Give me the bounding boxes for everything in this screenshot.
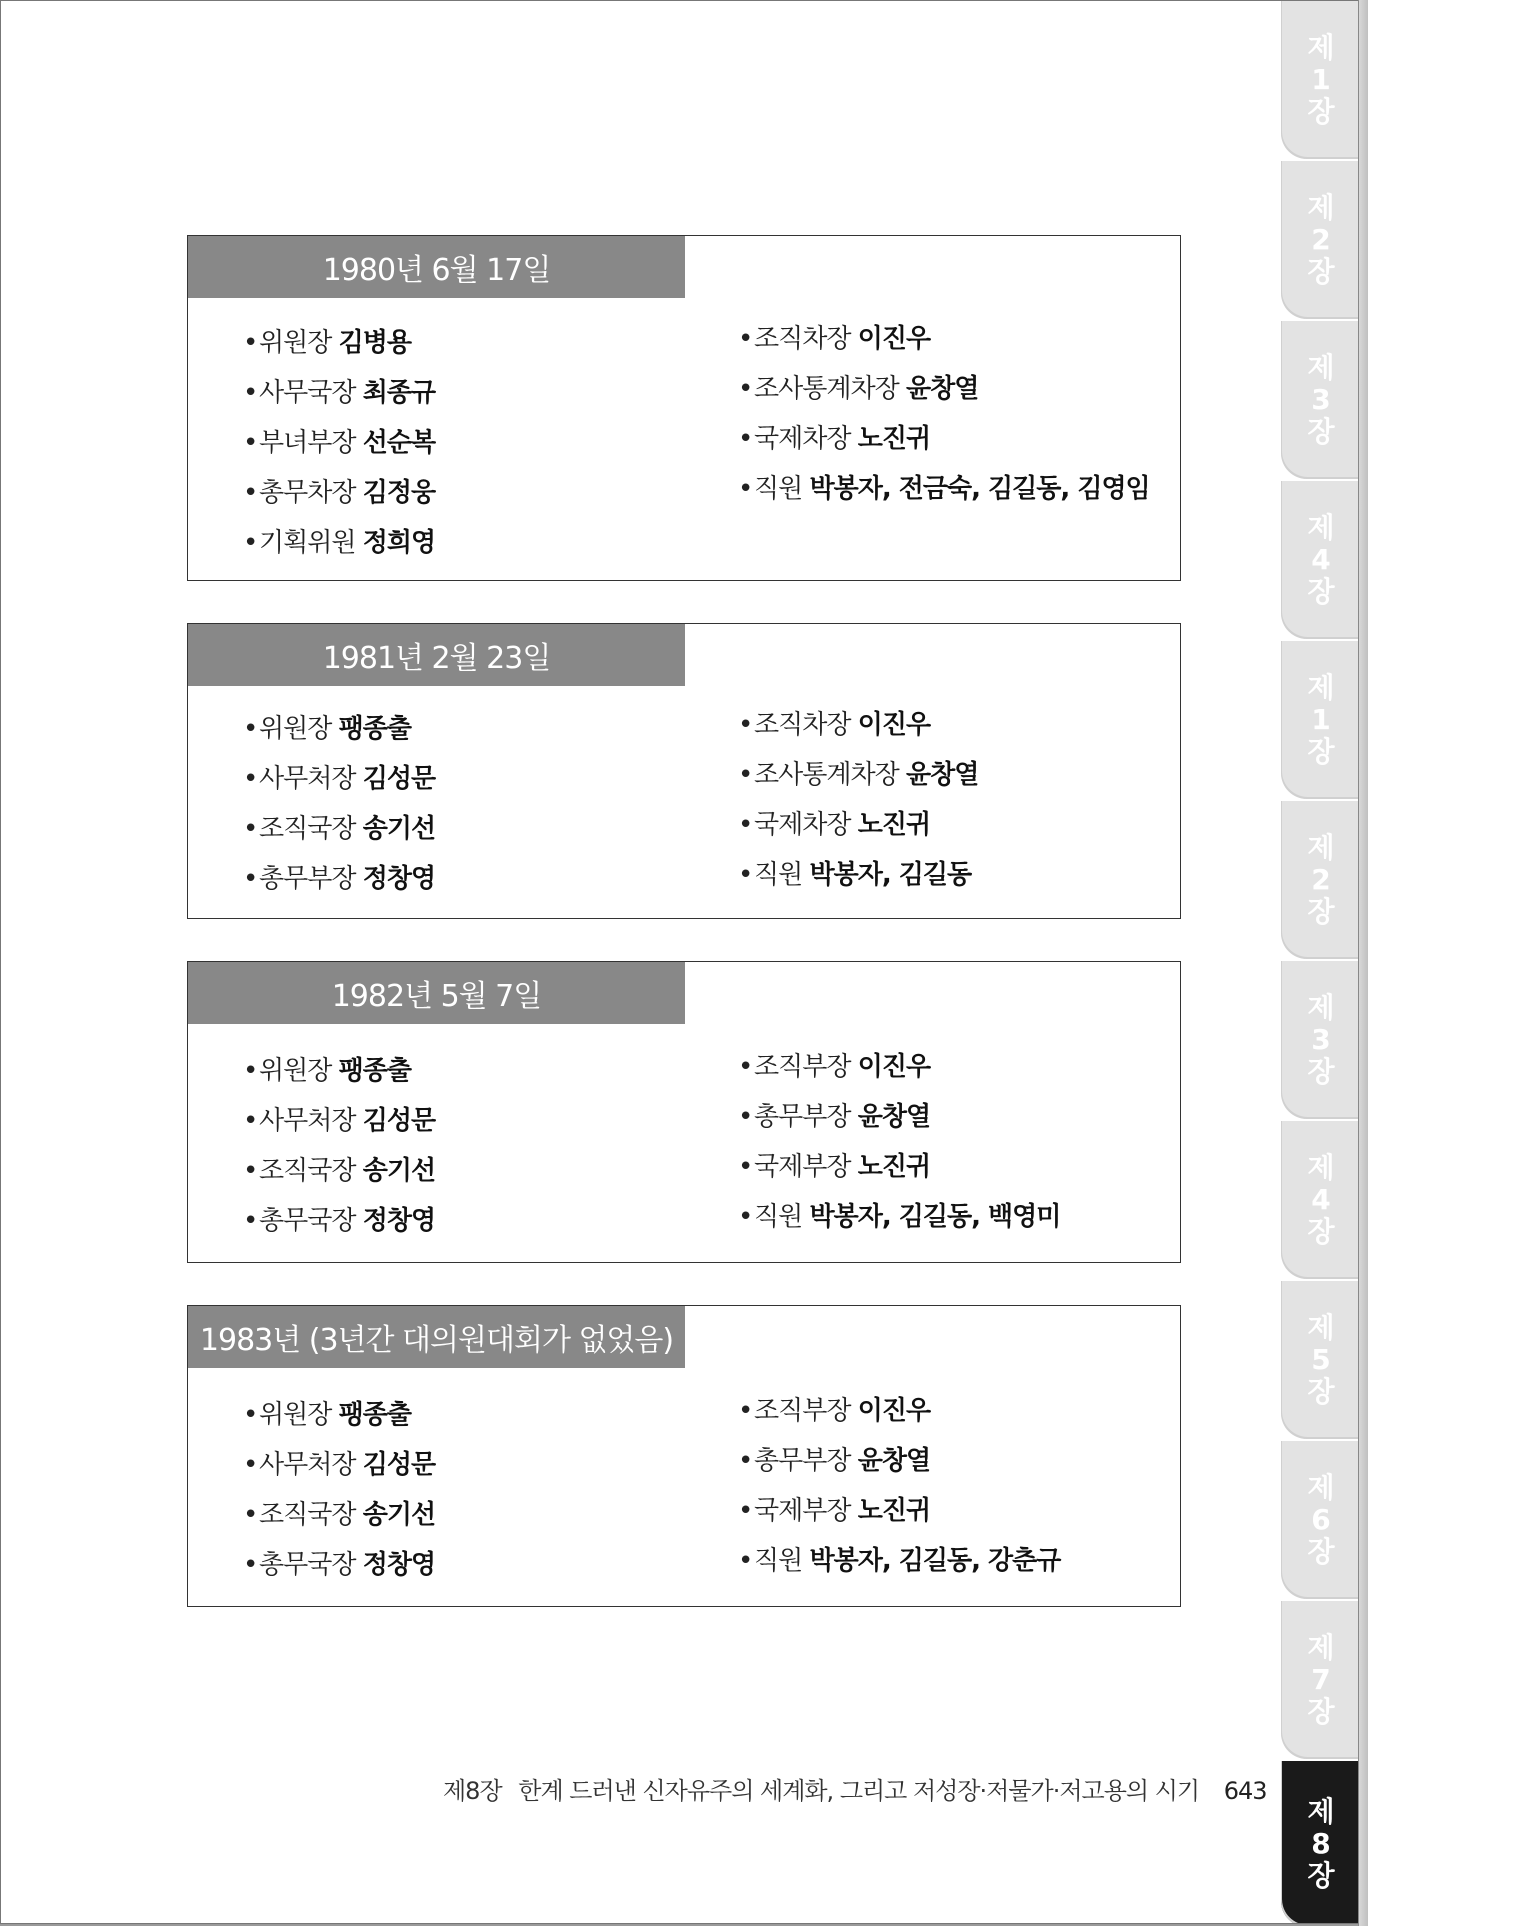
bullet: • <box>243 1550 258 1580</box>
right-column <box>738 1386 1060 1586</box>
chapter-tab[interactable] <box>1281 481 1360 639</box>
left-column <box>243 704 435 904</box>
member-name: 이진우 <box>857 1052 931 1082</box>
member-entry <box>738 1142 1060 1192</box>
role: 위원장 <box>259 1056 332 1086</box>
tab-char: 제 <box>1307 671 1335 704</box>
member-name: 노진귀 <box>857 1152 931 1182</box>
role: 사무국장 <box>259 378 356 408</box>
bullet: • <box>738 860 753 890</box>
member-entry <box>738 464 1150 514</box>
member-name: 정창영 <box>362 1550 436 1580</box>
member-entry <box>243 418 435 468</box>
role: 기획위원 <box>259 528 356 558</box>
bullet: • <box>738 1396 753 1426</box>
left-column <box>243 1390 435 1590</box>
member-entry <box>243 368 435 418</box>
chapter-tab[interactable] <box>1281 641 1360 799</box>
member-entry <box>243 1096 435 1146</box>
role: 직원 <box>754 474 803 504</box>
section-header: 1980년 6월 17일 <box>188 236 685 298</box>
member-entry <box>243 1196 435 1246</box>
member-name: 노진귀 <box>857 1496 931 1526</box>
tab-char: 장 <box>1307 1695 1335 1728</box>
tab-char: 장 <box>1307 895 1335 928</box>
tab-char: 제 <box>1307 1471 1335 1504</box>
member-name: 김성문 <box>362 1450 436 1480</box>
bullet: • <box>243 714 258 744</box>
member-entry <box>738 1486 1060 1536</box>
member-name: 정창영 <box>362 864 436 894</box>
bullet: • <box>243 764 258 794</box>
bullet: • <box>243 428 258 458</box>
member-entry <box>738 1192 1060 1242</box>
section-1982 <box>187 961 1181 1263</box>
member-name: 정창영 <box>362 1206 436 1236</box>
bullet: • <box>243 864 258 894</box>
tab-char: 장 <box>1307 95 1335 128</box>
bullet: • <box>738 1202 753 1232</box>
member-entry <box>738 750 978 800</box>
tab-char: 1 <box>1311 703 1331 736</box>
member-name: 박봉자, 김길동, 강춘규 <box>809 1546 1061 1576</box>
member-entry <box>738 314 1150 364</box>
tab-char: 제 <box>1307 1151 1335 1184</box>
member-entry <box>738 1042 1060 1092</box>
member-name: 최종규 <box>362 378 436 408</box>
member-name: 이진우 <box>857 324 931 354</box>
member-name: 윤창열 <box>857 1446 931 1476</box>
section-header: 1983년 (3년간 대의원대회가 없었음) <box>188 1306 685 1368</box>
tab-char: 2 <box>1311 863 1331 896</box>
right-column <box>738 700 978 900</box>
member-name: 김성문 <box>362 764 436 794</box>
page-number: 643 <box>1223 1777 1267 1805</box>
chapter-tab[interactable] <box>1281 1441 1360 1599</box>
role: 위원장 <box>259 328 332 358</box>
member-name: 윤창열 <box>905 374 979 404</box>
member-name: 박봉자, 전금숙, 김길동, 김영임 <box>809 474 1150 504</box>
member-name: 팽종출 <box>338 1400 411 1430</box>
right-column <box>738 314 1150 514</box>
bullet: • <box>738 1052 753 1082</box>
role: 국제차장 <box>754 810 851 840</box>
tab-char: 장 <box>1307 1535 1335 1568</box>
member-name: 송기선 <box>362 1500 436 1530</box>
tab-char: 제 <box>1307 1795 1335 1828</box>
member-entry <box>243 1146 435 1196</box>
bullet: • <box>738 1496 753 1526</box>
member-name: 이진우 <box>857 710 931 740</box>
member-name: 김정웅 <box>362 478 436 508</box>
role: 총무국장 <box>259 1206 356 1236</box>
chapter-tab[interactable] <box>1281 1 1360 159</box>
bullet: • <box>738 474 753 504</box>
role: 조직부장 <box>754 1052 851 1082</box>
member-name: 윤창열 <box>857 1102 931 1132</box>
member-entry <box>243 754 435 804</box>
bullet: • <box>243 378 258 408</box>
member-entry <box>243 318 435 368</box>
tab-char: 장 <box>1307 1055 1335 1088</box>
role: 사무처장 <box>259 764 356 794</box>
role: 총무차장 <box>259 478 356 508</box>
role: 직원 <box>754 1202 803 1232</box>
member-entry <box>243 1540 435 1590</box>
bullet: • <box>243 1450 258 1480</box>
member-name: 노진귀 <box>857 810 931 840</box>
bullet: • <box>738 1152 753 1182</box>
role: 국제차장 <box>754 424 851 454</box>
role: 국제부장 <box>754 1496 851 1526</box>
member-entry <box>738 1386 1060 1436</box>
bullet: • <box>243 1400 258 1430</box>
member-entry <box>738 414 1150 464</box>
member-entry <box>243 518 435 568</box>
chapter-tab[interactable] <box>1281 1281 1360 1439</box>
tab-char: 5 <box>1311 1343 1331 1376</box>
role: 직원 <box>754 860 803 890</box>
member-name: 선순복 <box>362 428 436 458</box>
role: 조직국장 <box>259 1500 356 1530</box>
tab-char: 4 <box>1311 543 1331 576</box>
member-entry <box>243 1046 435 1096</box>
member-entry <box>738 364 1150 414</box>
tab-char: 제 <box>1307 511 1335 544</box>
tab-char: 3 <box>1311 1023 1331 1056</box>
footer-title: 한계 드러낸 신자유주의 세계화, 그리고 저성장·저물가·저고용의 시기 <box>518 1777 1200 1805</box>
bullet: • <box>243 478 258 508</box>
bullet: • <box>738 760 753 790</box>
tab-char: 6 <box>1311 1503 1331 1536</box>
role: 사무처장 <box>259 1450 356 1480</box>
member-entry <box>738 850 978 900</box>
member-name: 김성문 <box>362 1106 436 1136</box>
role: 조사통계차장 <box>754 760 899 790</box>
section-header: 1982년 5월 7일 <box>188 962 685 1024</box>
section-1981 <box>187 623 1181 919</box>
left-column <box>243 318 435 568</box>
role: 국제부장 <box>754 1152 851 1182</box>
bullet: • <box>243 1156 258 1186</box>
tab-char: 장 <box>1307 1375 1335 1408</box>
bullet: • <box>243 328 258 358</box>
role: 총무국장 <box>259 1550 356 1580</box>
bullet: • <box>243 814 258 844</box>
section-header: 1981년 2월 23일 <box>188 624 685 686</box>
bullet: • <box>738 424 753 454</box>
bullet: • <box>738 1446 753 1476</box>
member-name: 김병용 <box>338 328 411 358</box>
role: 조직국장 <box>259 1156 356 1186</box>
role: 총무부장 <box>259 864 356 894</box>
role: 조직차장 <box>754 324 851 354</box>
tab-char: 장 <box>1307 735 1335 768</box>
bullet: • <box>738 710 753 740</box>
tab-char: 장 <box>1307 575 1335 608</box>
left-column <box>243 1046 435 1246</box>
tab-char: 제 <box>1307 191 1335 224</box>
chapter-tab[interactable] <box>1281 1601 1360 1759</box>
member-name: 팽종출 <box>338 1056 411 1086</box>
role: 조직차장 <box>754 710 851 740</box>
member-entry <box>243 1440 435 1490</box>
tab-char: 장 <box>1307 415 1335 448</box>
bullet: • <box>243 1206 258 1236</box>
bullet: • <box>738 374 753 404</box>
member-entry <box>738 700 978 750</box>
member-entry <box>738 1092 1060 1142</box>
tab-char: 1 <box>1311 63 1331 96</box>
member-entry <box>243 854 435 904</box>
member-entry <box>738 1436 1060 1486</box>
member-name: 노진귀 <box>857 424 931 454</box>
tab-char: 제 <box>1307 31 1335 64</box>
footer-chapter: 제8장 <box>443 1777 502 1805</box>
member-name: 박봉자, 김길동 <box>809 860 972 890</box>
member-entry <box>243 804 435 854</box>
bullet: • <box>243 1106 258 1136</box>
section-1980 <box>187 235 1181 581</box>
tab-char: 3 <box>1311 383 1331 416</box>
member-entry <box>738 1536 1060 1586</box>
member-entry <box>243 1490 435 1540</box>
member-entry <box>243 468 435 518</box>
tab-char: 제 <box>1307 351 1335 384</box>
tab-char: 4 <box>1311 1183 1331 1216</box>
role: 조직부장 <box>754 1396 851 1426</box>
member-name: 박봉자, 김길동, 백영미 <box>809 1202 1061 1232</box>
bullet: • <box>243 1056 258 1086</box>
member-name: 이진우 <box>857 1396 931 1426</box>
member-name: 송기선 <box>362 1156 436 1186</box>
chapter-tab[interactable] <box>1281 1121 1360 1279</box>
member-name: 정희영 <box>362 528 436 558</box>
member-entry <box>738 800 978 850</box>
tab-char: 장 <box>1307 1859 1335 1892</box>
role: 조직국장 <box>259 814 356 844</box>
tab-char: 7 <box>1311 1663 1331 1696</box>
role: 직원 <box>754 1546 803 1576</box>
bullet: • <box>738 810 753 840</box>
section-1983 <box>187 1305 1181 1607</box>
tab-char: 8 <box>1311 1827 1331 1860</box>
member-name: 팽종출 <box>338 714 411 744</box>
tab-char: 제 <box>1307 991 1335 1024</box>
role: 부녀부장 <box>259 428 356 458</box>
role: 총무부장 <box>754 1102 851 1132</box>
role: 위원장 <box>259 714 332 744</box>
tab-char: 2 <box>1311 223 1331 256</box>
member-name: 송기선 <box>362 814 436 844</box>
bullet: • <box>738 324 753 354</box>
tab-char: 장 <box>1307 1215 1335 1248</box>
role: 총무부장 <box>754 1446 851 1476</box>
chapter-tab[interactable] <box>1281 961 1360 1119</box>
right-column <box>738 1042 1060 1242</box>
tab-char: 제 <box>1307 831 1335 864</box>
tab-char: 제 <box>1307 1311 1335 1344</box>
outer-background <box>1368 0 1519 1926</box>
chapter-tab[interactable] <box>1281 801 1360 959</box>
member-entry <box>243 704 435 754</box>
chapter-tab[interactable] <box>1281 161 1360 319</box>
tab-char: 장 <box>1307 255 1335 288</box>
chapter-tab-active[interactable] <box>1281 1761 1360 1924</box>
running-footer <box>443 1771 1267 1806</box>
role: 위원장 <box>259 1400 332 1430</box>
bullet: • <box>738 1546 753 1576</box>
bullet: • <box>243 528 258 558</box>
bullet: • <box>243 1500 258 1530</box>
role: 사무처장 <box>259 1106 356 1136</box>
member-name: 윤창열 <box>905 760 979 790</box>
chapter-tab[interactable] <box>1281 321 1360 479</box>
tab-char: 제 <box>1307 1631 1335 1664</box>
role: 조사통계차장 <box>754 374 899 404</box>
member-entry <box>243 1390 435 1440</box>
bullet: • <box>738 1102 753 1132</box>
